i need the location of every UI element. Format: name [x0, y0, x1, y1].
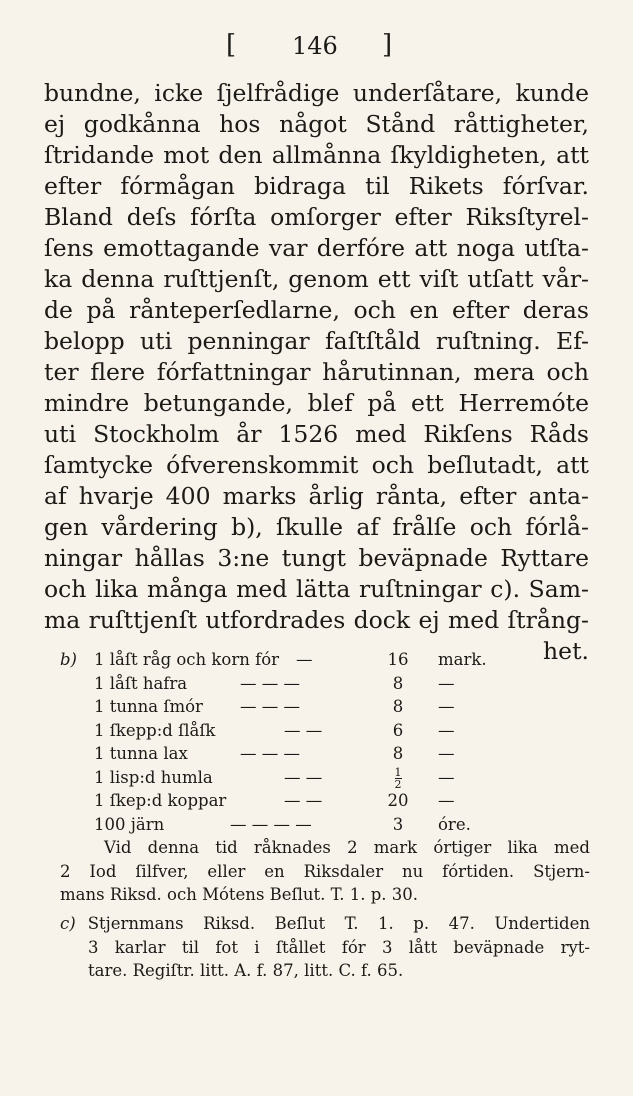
row-unit: —	[438, 720, 455, 740]
footnote-line: 2 Iod ſilfver, eller en Riksdaler nu fórtiden. Stjern-	[60, 861, 590, 881]
footnote-line-text: Stjernmans Riksd. Beſlut T. 1. p. 47. Undertiden	[87, 914, 590, 933]
text-line: och lika många med lätta ruſtningar c). Sam-	[44, 575, 589, 603]
header-bracket-left: [	[226, 30, 237, 60]
row-unit: —	[438, 673, 455, 693]
row-unit: —	[438, 791, 455, 810]
row-item: 1 lisp:d humla	[94, 767, 213, 787]
footnote-c	[60, 912, 590, 983]
fraction-numerator: 1	[394, 765, 402, 779]
text-line: af hvarje 400 marks årlig rånta, efter anta-	[44, 482, 589, 510]
table-row	[60, 766, 590, 790]
row-dashes: — — —	[240, 697, 300, 716]
footnote-line: Vid denna tid råknades 2 mark órtiger lika med	[104, 838, 590, 857]
row-dashes: — — —	[240, 744, 300, 763]
table-row	[60, 789, 590, 813]
row-unit: —	[438, 767, 455, 787]
text-line: belopp uti penningar faſtſtåld ruſtning. Ef-	[44, 327, 589, 355]
fraction-denominator: 2	[394, 777, 402, 791]
row-dashes: — — — —	[230, 814, 312, 834]
text-line: gen vårdering b), ſkulle af frålſe och fórlå-	[44, 513, 589, 541]
row-dashes: — —	[284, 791, 323, 810]
text-line: ej godkånna hos något Stånd råttigheter,	[44, 110, 589, 138]
row-item: 1 låſt hafra	[94, 673, 188, 693]
row-dashes: — —	[284, 767, 323, 787]
row-item: 1 tunna lax	[94, 744, 188, 763]
row-value: 3	[392, 814, 404, 834]
row-value: 8	[392, 697, 404, 716]
page-number: 146	[292, 32, 338, 60]
row-item: 1 tunna ſmór	[94, 697, 203, 716]
row-dashes: —	[296, 650, 313, 669]
fraction	[395, 767, 402, 790]
text-line: ſens emottagande var derfóre att noga utſta-	[44, 234, 589, 262]
text-line: efter fórmågan bidraga til Rikets fórſvar.	[44, 172, 589, 200]
table-row	[60, 813, 590, 837]
text-line: ma ruſttjenſt utfordrades dock ej med ſtrång-	[44, 606, 589, 634]
table-row	[60, 672, 590, 696]
row-item: 1 ſkepp:d ſlåſk	[94, 720, 216, 740]
row-item: 1 ſkep:d koppar	[94, 791, 227, 810]
footnote-marker: b)	[60, 650, 77, 669]
text-line: Bland deſs fórſta omſorger efter Riksſtyrel-	[44, 203, 589, 231]
row-item: 1 låſt råg och korn fór	[94, 650, 280, 669]
footnote-line	[60, 912, 590, 936]
footnote-line: mans Riksd. och Mótens Beſlut. T. 1. p. 30.	[60, 885, 419, 904]
row-item: 100 järn	[94, 814, 165, 834]
row-value: 8	[392, 744, 404, 763]
row-unit: mark.	[438, 650, 487, 669]
footnote-b-text	[60, 836, 590, 907]
text-line: ſamtycke ófverenskommit och beſlutadt, att	[44, 451, 589, 479]
footnote-line: tare. Regiſtr. litt. A. f. 87, litt. C. f. 65.	[88, 961, 404, 980]
row-value: 16	[387, 650, 409, 669]
footnote-line: 3 karlar til fot i ſtållet fór 3 lått beväpnade ryt-	[88, 937, 590, 957]
row-value: 6	[392, 720, 404, 740]
text-line: het.	[543, 637, 589, 665]
row-unit: —	[438, 697, 455, 716]
row-dashes: — — —	[240, 673, 300, 693]
footnote-b-table	[60, 648, 590, 836]
text-line: de på rånteperſedlarne, och en efter deras	[44, 296, 589, 324]
table-row	[60, 742, 590, 766]
main-text	[44, 78, 589, 667]
row-value	[370, 766, 426, 790]
table-row	[60, 648, 590, 672]
row-unit: óre.	[438, 814, 471, 834]
text-line: ſtridande mot den allmånna ſkyldigheten, att	[44, 141, 589, 169]
row-dashes: — —	[284, 720, 323, 740]
row-unit: —	[438, 744, 455, 763]
table-row	[60, 719, 590, 743]
text-line: uti Stockholm år 1526 med Rikſens Råds	[44, 420, 589, 448]
table-row	[60, 695, 590, 719]
header-bracket-right: ]	[382, 30, 393, 60]
text-line: ka denna ruſttjenſt, genom ett viſt utſatt vår-	[44, 265, 589, 293]
row-value: 8	[392, 673, 404, 693]
footnote-marker: c)	[60, 914, 76, 933]
text-line: bundne, icke ſjelfrådige underſåtare, kunde	[44, 79, 589, 107]
page-header	[0, 30, 633, 70]
text-line: mindre betungande, blef på ett Herremóte	[44, 389, 589, 417]
text-line: ter flere fórfattningar hårutinnan, mera och	[44, 358, 589, 386]
row-value: 20	[387, 791, 409, 810]
text-line: ningar hållas 3:ne tungt beväpnade Ryttare	[44, 544, 589, 572]
